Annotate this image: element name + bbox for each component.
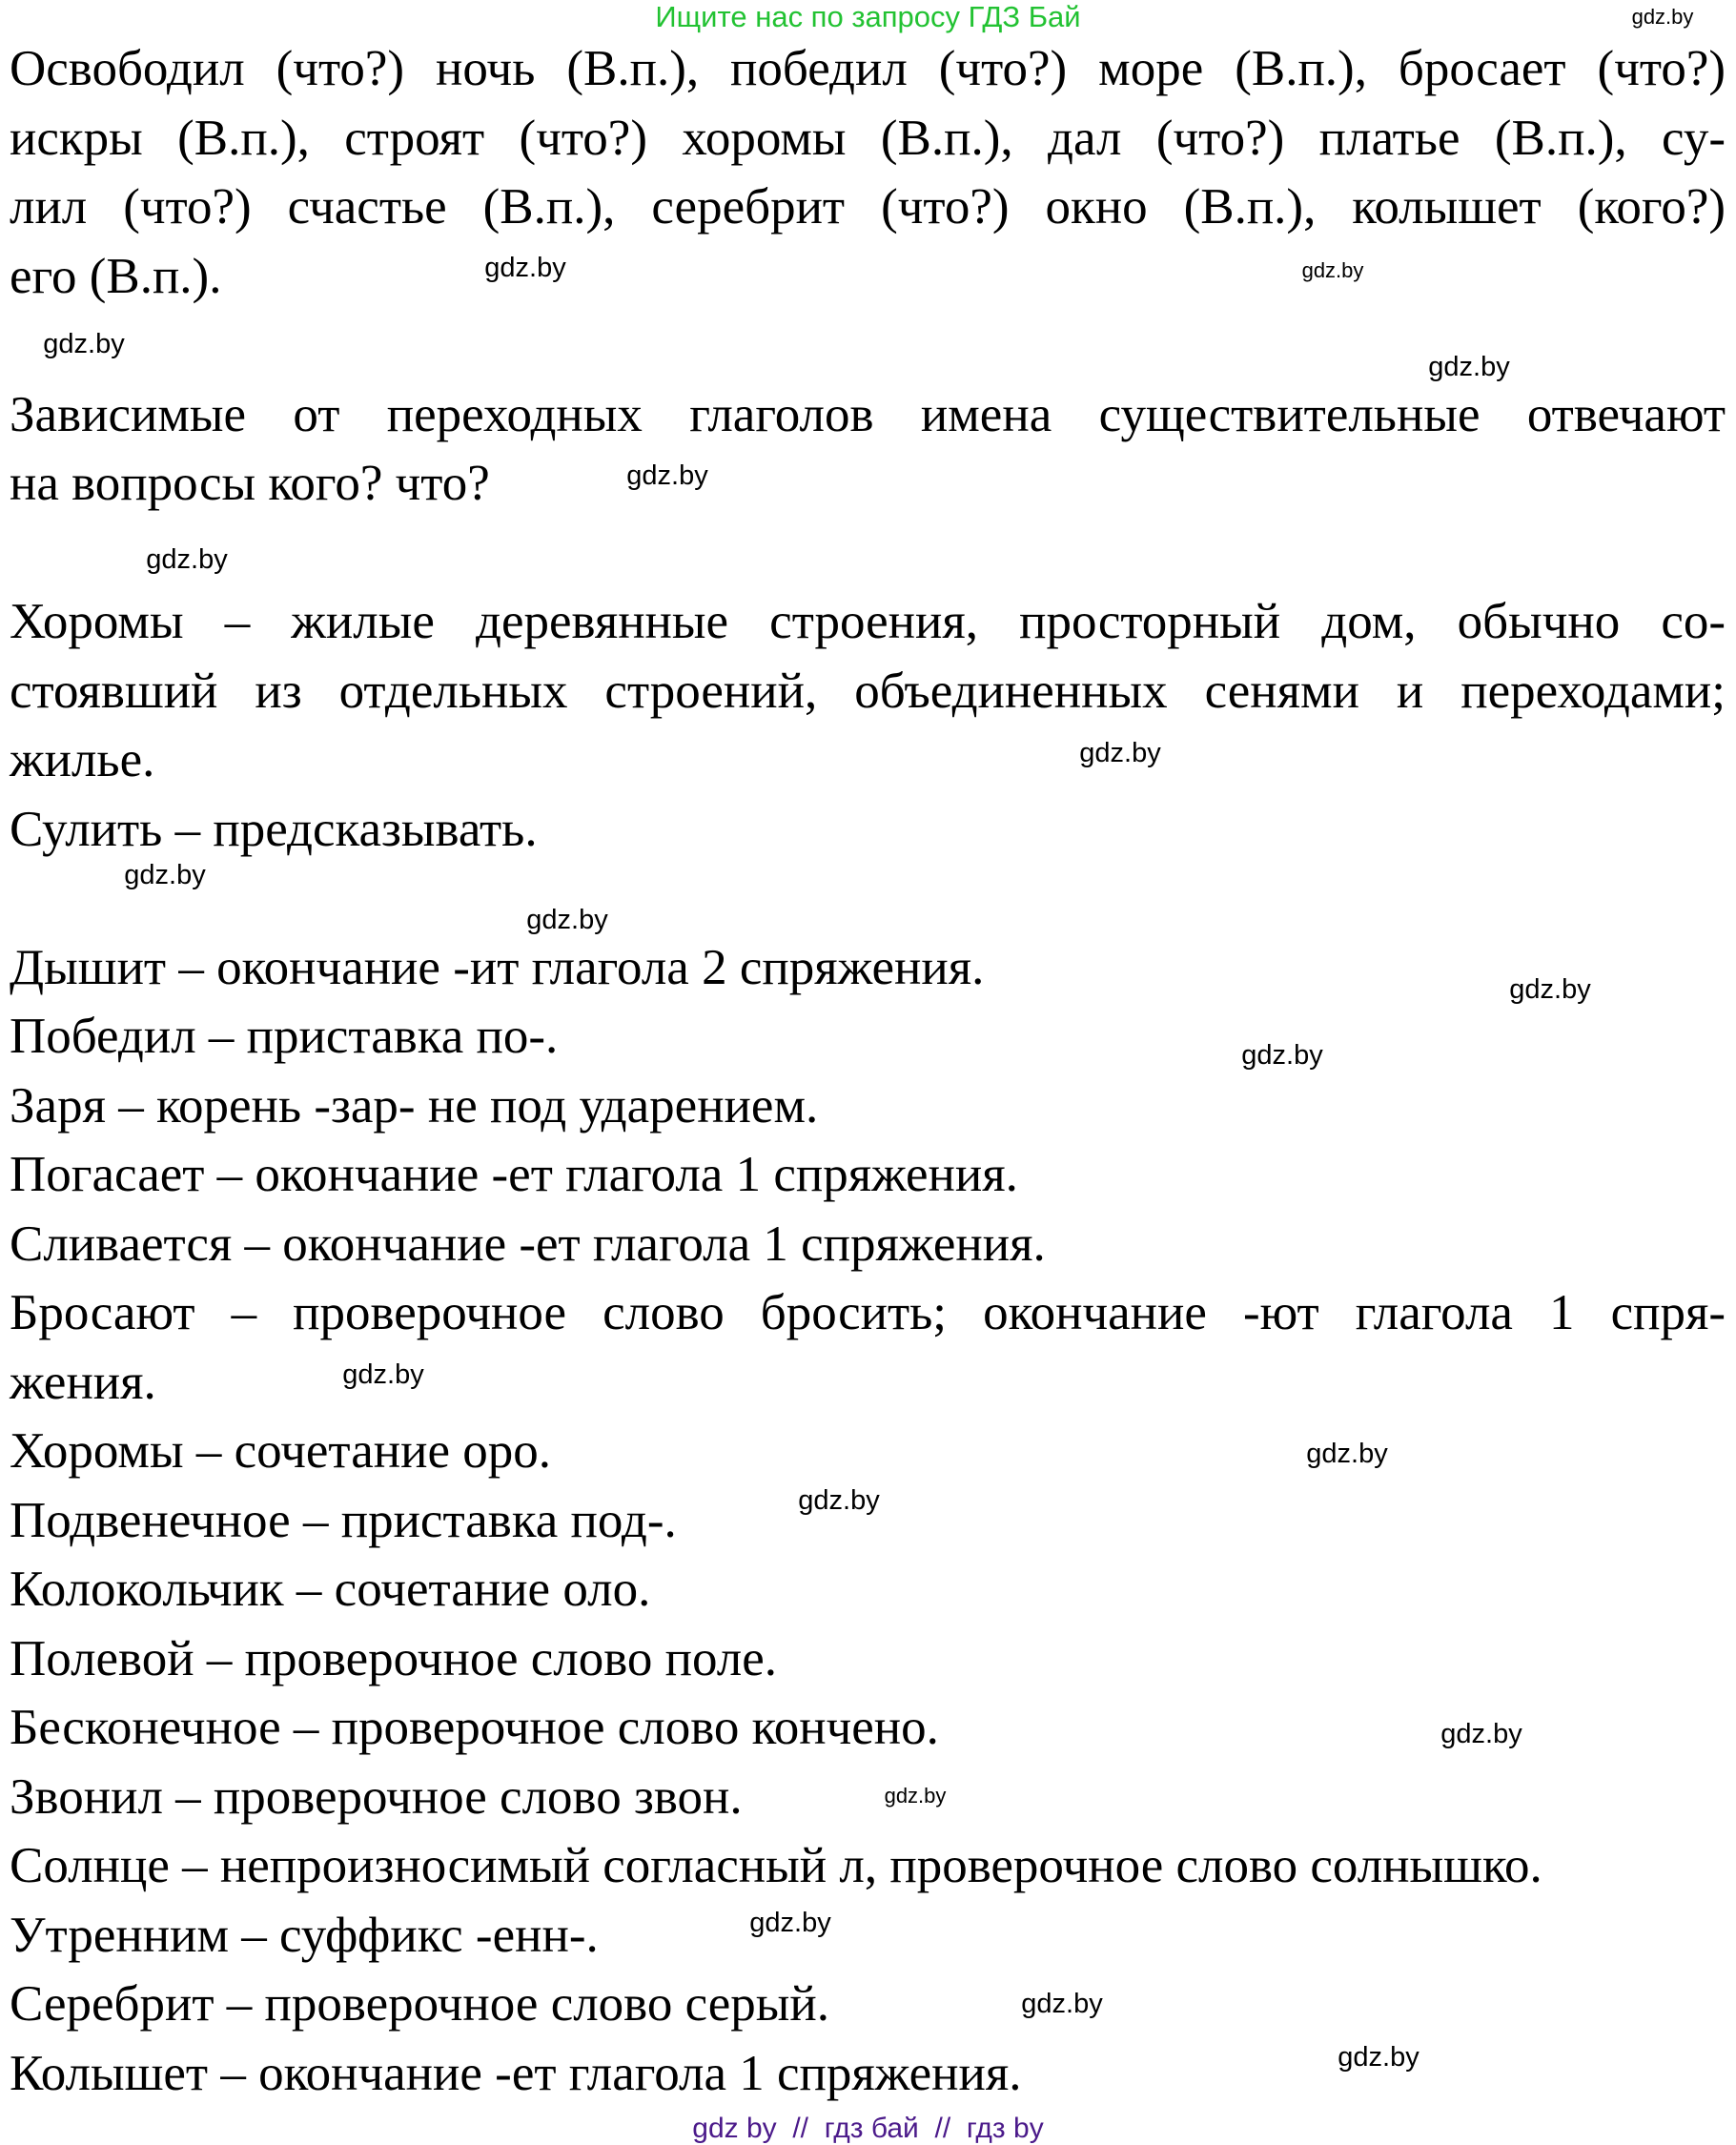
watermark-text: gdz.by	[124, 860, 206, 890]
text-line: Утренним – суффикс -енн-.	[10, 1907, 599, 1963]
watermark-text: gdz.by	[884, 1784, 947, 1808]
watermark-text: gdz.by	[1079, 738, 1161, 768]
text-line: Погасает – окончание -ет глагола 1 спряжения.	[10, 1147, 1018, 1202]
text-line: Колокольчик – сочетание оло.	[10, 1562, 651, 1617]
text-line: стоявший из отдельных строений, объединенных сенями и переходами;	[10, 663, 1726, 719]
text-line: Бросают – проверочное слово бросить; окончание -ют глагола 1 спря-	[10, 1285, 1726, 1340]
text-line: Серебрит – проверочное слово серый.	[10, 1976, 830, 2032]
watermark-text: gdz.by	[1631, 5, 1694, 29]
text-line: Сулить – предсказывать.	[10, 801, 538, 857]
watermark-text: gdz.by	[146, 544, 228, 575]
watermark-text: gdz.by	[1338, 2042, 1419, 2073]
watermark-text: gdz.by	[43, 329, 125, 359]
text-line: Освободил (что?) ночь (В.п.), победил (что?) море (В.п.), бросает (что?)	[10, 41, 1726, 96]
text-line: Хоромы – сочетание оро.	[10, 1423, 551, 1479]
watermark-text: gdz.by	[1021, 1989, 1103, 2019]
watermark-text: gdz.by	[1440, 1719, 1522, 1749]
text-line: Победил – приставка по-.	[10, 1009, 559, 1064]
text-line: Зависимые от переходных глаголов имена существительные отвечают	[10, 386, 1726, 442]
watermark-text: gdz.by	[1301, 258, 1364, 282]
footer-watermark: gdz by // гдз бай // гдз by	[692, 2113, 1044, 2144]
text-line: Заря – корень -зар- не под ударением.	[10, 1077, 819, 1134]
text-line: лил (что?) счастье (В.п.), серебрит (что?) окно (В.п.), колышет (кого?)	[10, 179, 1726, 235]
watermark-text: gdz.by	[1241, 1040, 1323, 1071]
watermark-text: gdz.by	[798, 1485, 880, 1516]
watermark-text: gdz.by	[526, 905, 608, 935]
text-line: жения.	[10, 1354, 156, 1410]
text-line: на вопросы кого? что?	[10, 456, 490, 511]
watermark-text: gdz.by	[1428, 352, 1510, 382]
text-line: жилье.	[10, 732, 155, 787]
watermark-text: gdz.by	[1509, 974, 1591, 1005]
watermark-text: gdz.by	[749, 1908, 831, 1938]
text-line: Сливается – окончание -ет глагола 1 спряжения.	[10, 1216, 1046, 1272]
watermark-text: gdz.by	[342, 1359, 424, 1390]
text-line: Бесконечное – проверочное слово кончено.	[10, 1700, 939, 1755]
text-line: Солнце – непроизносимый согласный л, проверочное слово солнышко.	[10, 1838, 1542, 1893]
text-line: его (В.п.).	[10, 248, 222, 304]
watermark-text: gdz.by	[484, 253, 566, 283]
text-line: Подвенечное – приставка под-.	[10, 1492, 677, 1548]
text-line: Дышит – окончание -ит глагола 2 спряжения.	[10, 939, 985, 995]
text-line: Хоромы – жилые деревянные строения, просторный дом, обычно со-	[10, 594, 1726, 649]
search-hint-banner: Ищите нас по запросу ГДЗ Бай	[655, 0, 1081, 33]
text-line: Полевой – проверочное слово поле.	[10, 1630, 778, 1686]
text-line: искры (В.п.), строят (что?) хоромы (В.п.), дал (что?) платье (В.п.), су-	[10, 110, 1726, 166]
watermark-text: gdz.by	[1306, 1439, 1388, 1469]
watermark-text: gdz.by	[626, 460, 708, 491]
text-line: Колышет – окончание -ет глагола 1 спряжения.	[10, 2045, 1022, 2101]
text-line: Звонил – проверочное слово звон.	[10, 1768, 743, 1825]
